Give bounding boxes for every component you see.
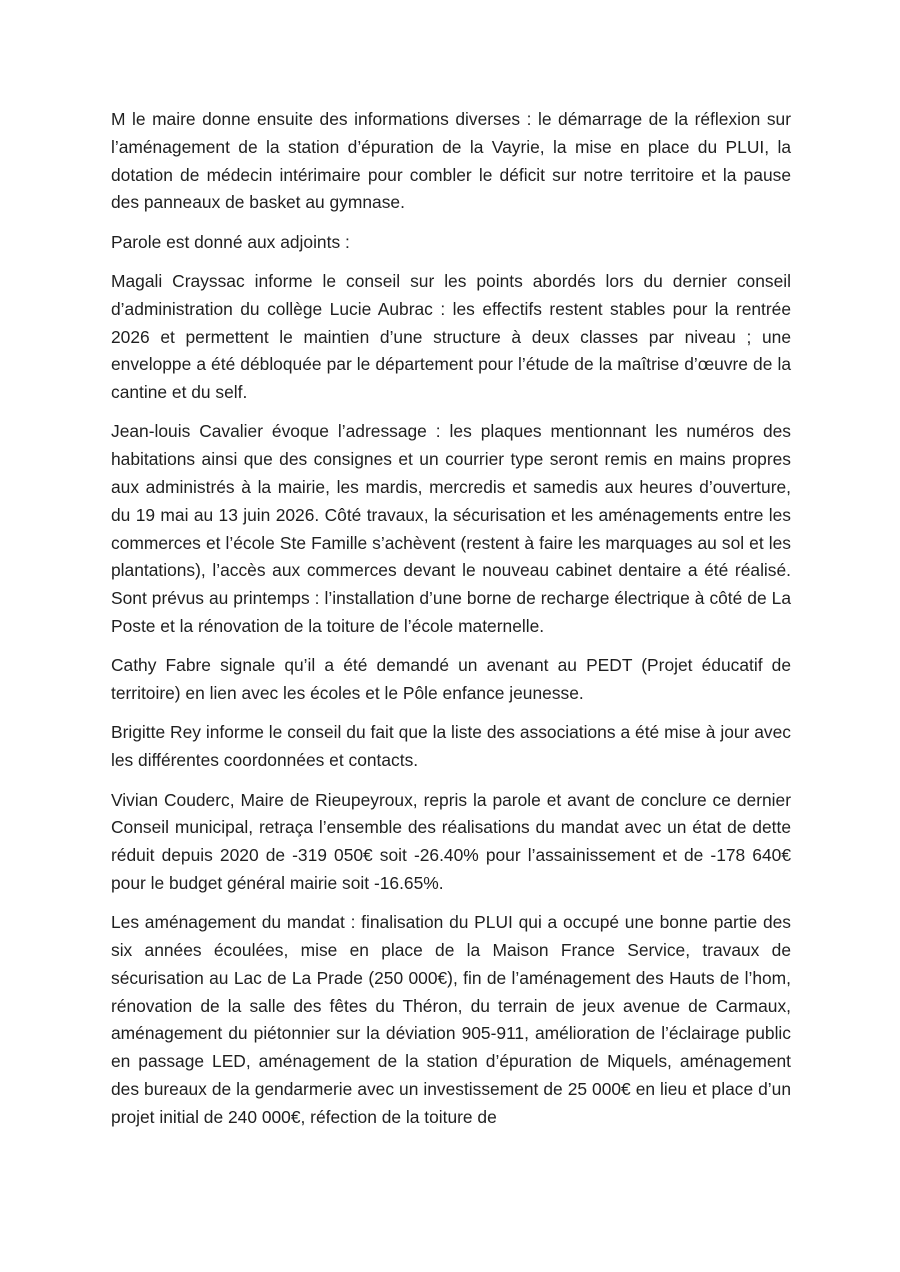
paragraph-jean-louis-cavalier: Jean-louis Cavalier évoque l’adressage : les plaques mentionnant les numéros des habitations ainsi que des consignes et un courrier type seront remis en mains propres aux administrés à la mairie, les mardis, mercredis et samedis aux heures d’ouverture, du 19 mai au 13 juin 2026. Côté travaux, la sécurisation et les aménagements entre les commerces et l’école Ste Famille s’achèvent (restent à faire les marquages au sol et les plantations), l’accès aux commerces devant le nouveau cabinet dentaire a été réalisé. Sont prévus au printemps : l’installation d’une borne de recharge électrique à côté de La Poste et la rénovation de la toiture de l’école maternelle. bbox=[111, 421, 791, 637]
paragraph-cathy-fabre: Cathy Fabre signale qu’il a été demandé un avenant au PEDT (Projet éducatif de territoire) en lien avec les écoles et le Pôle enfance jeunesse. bbox=[111, 655, 791, 704]
paragraph-vivian-couderc: Vivian Couderc, Maire de Rieupeyroux, repris la parole et avant de conclure ce dernier Conseil municipal, retraça l’ensemble des réalisations du mandat avec un état de dette réduit depuis 2020 de -319 050€ soit -26.40% pour l’assainissement et de -178 640€ pour le budget général mairie soit -16.65%. bbox=[111, 789, 791, 893]
document-page bbox=[111, 106, 791, 1143]
paragraph-magali-crayssac: Magali Crayssac informe le conseil sur les points abordés lors du dernier conseil d’administration du collège Lucie Aubrac : les effectifs restent stables pour la rentrée 2026 et permettent le maintien d’une structure à deux classes par niveau ; une enveloppe a été débloquée par le département pour l’étude de la maîtrise d’œuvre de la cantine et du self. bbox=[111, 270, 791, 403]
paragraph-informations-diverses: M le maire donne ensuite des informations diverses : le démarrage de la réflexion sur l’aménagement de la station d’épuration de la Vayrie, la mise en place du PLUI, la dotation de médecin intérimaire pour combler le déficit sur notre territoire et la pause des panneaux de basket au gymnase. bbox=[111, 109, 791, 213]
paragraph-brigitte-rey: Brigitte Rey informe le conseil du fait que la liste des associations a été mise à jour avec les différentes coordonnées et contacts. bbox=[111, 722, 791, 771]
paragraph-amenagements-mandat: Les aménagement du mandat : finalisation du PLUI qui a occupé une bonne partie des six années écoulées, mise en place de la Maison France Service, travaux de sécurisation au Lac de La Prade (250 000€), fin de l’aménagement des Hauts de l’hom, rénovation de la salle des fêtes du Théron, du terrain de jeux avenue de Carmaux, aménagement du piétonnier sur la déviation 905-911, amélioration de l’éclairage public en passage LED, aménagement de la station d’épuration de Miquels, aménagement des bureaux de la gendarmerie avec un investissement de 25 000€ en lieu et place d’un projet initial de 240 000€, réfection de la toiture de bbox=[111, 912, 791, 1127]
paragraph-parole-adjoints: Parole est donné aux adjoints : bbox=[111, 231, 350, 252]
